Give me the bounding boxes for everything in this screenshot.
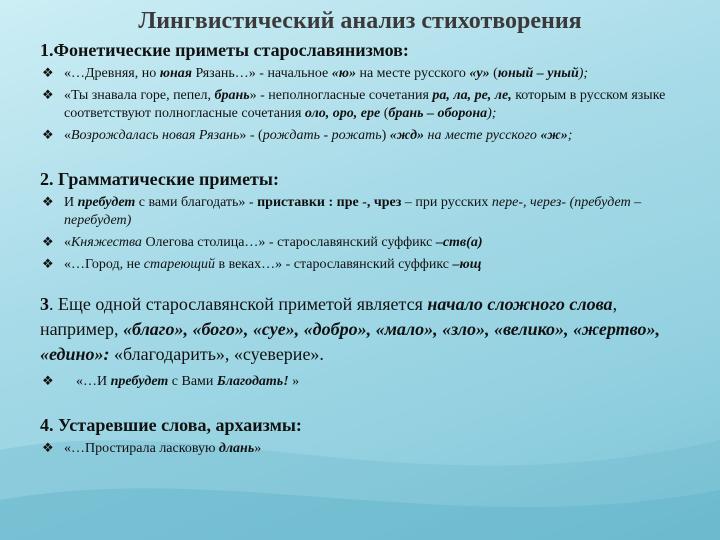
list-item: ❖ «…Древняя, но юная Рязань…» - начальное «ю» на месте русского «у» (юный – уный); bbox=[42, 66, 589, 81]
list-item: ❖ И пребудет с вами благодать» - приставки : пре -, чрез – при русских пере-, через- (пребудет – перебудет) bbox=[42, 195, 642, 228]
diamond-bullet-icon: ❖ bbox=[42, 441, 54, 456]
list-item: ❖ «…Город, не стареющий в веках…» - старославянский суффикс –ющ bbox=[42, 257, 482, 272]
list-item: ❖ «…И пребудет с Вами Благодать! » bbox=[42, 374, 300, 389]
list-item: ❖ «Княжества Олегова столица…» - старославянский суффикс –ств(а) bbox=[42, 235, 483, 250]
diamond-bullet-icon: ❖ bbox=[42, 257, 54, 272]
list-item: ❖ «…Простирала ласковую длань» bbox=[42, 441, 262, 456]
diamond-bullet-icon: ❖ bbox=[42, 66, 54, 81]
diamond-bullet-icon: ❖ bbox=[42, 88, 54, 103]
section-3-paragraph: 3. Еще одной старославянской приметой является начало сложного слова, например, «благо», «бого», «суе», «добро», «мало», «зло», «велико», «жертво», «едино»: «благодарить», «суеверие». bbox=[40, 294, 660, 364]
diamond-bullet-icon: ❖ bbox=[42, 374, 54, 389]
diamond-bullet-icon: ❖ bbox=[42, 235, 54, 250]
list-item: ❖ «Возрождалась новая Рязань» - (рождать - рожать) «жд» на месте русского «ж»; bbox=[42, 128, 573, 143]
diamond-bullet-icon: ❖ bbox=[42, 128, 54, 143]
diamond-bullet-icon: ❖ bbox=[42, 195, 54, 210]
section-2-heading: 2. Грамматические приметы: bbox=[40, 169, 279, 189]
section-4-heading: 4. Устаревшие слова, архаизмы: bbox=[40, 415, 302, 435]
list-item: ❖ «Ты знавала горе, пепел, брань» - неполногласные сочетания ра, ла, ре, ле, которым в русском языке соответствуют полногласные сочетания оло, оро, ере (брань – оборона); bbox=[42, 88, 666, 121]
slide-content bbox=[40, 40, 680, 458]
section-1-heading: 1.Фонетические приметы старославянизмов: bbox=[40, 40, 409, 60]
slide-title: Лингвистический анализ стихотворения bbox=[138, 8, 582, 34]
